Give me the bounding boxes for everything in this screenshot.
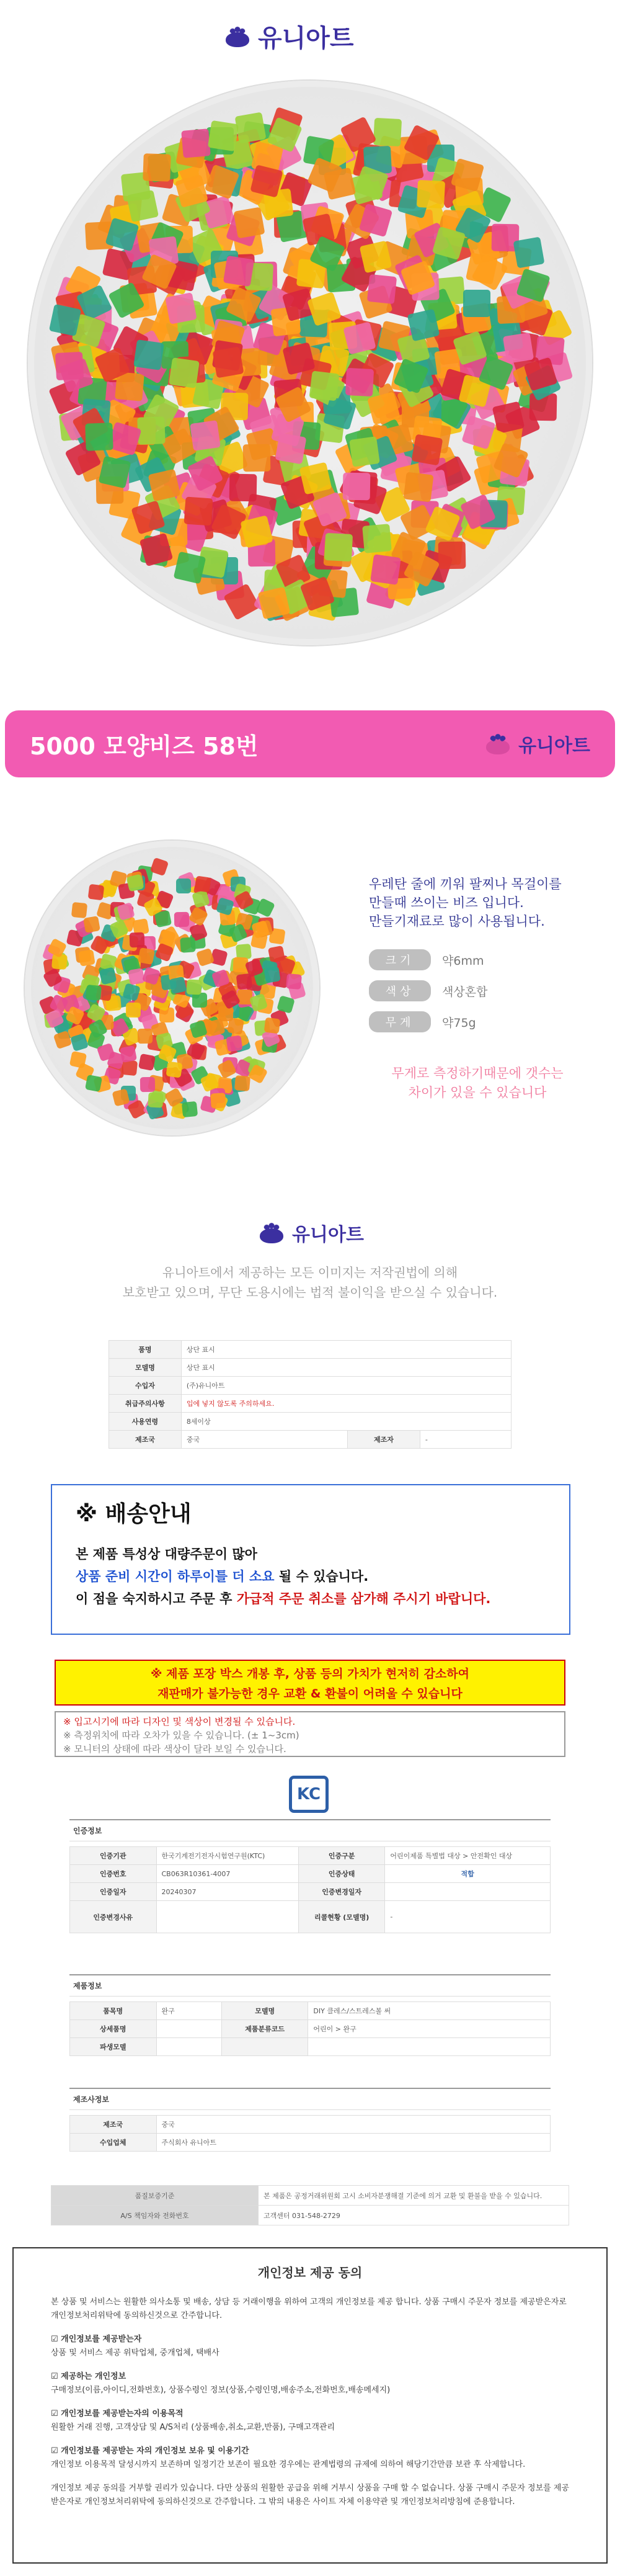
product-key: 제품분류코드 [221, 2020, 308, 2038]
bead-decoration [143, 153, 171, 182]
shipping-line-3 [76, 1588, 546, 1610]
copyright-notice [0, 1263, 620, 1302]
table-row [109, 1395, 512, 1413]
intro-line-1: 우레탄 줄에 끼워 팔찌나 목걸이를 [369, 877, 562, 892]
info-key: 수입자 [109, 1377, 182, 1395]
bead-decoration [184, 496, 213, 525]
product-photo-large [28, 81, 592, 645]
banner-logo-text: 유니아트 [518, 735, 590, 757]
product-value: 완구 [156, 2002, 221, 2020]
maker-section-title: 제조사정보 [69, 2088, 551, 2110]
privacy-section-title: ☑ 개인정보를 제공받는 자의 개인정보 보유 및 이용기간 [51, 2446, 249, 2456]
product-value: 어린이 > 완구 [308, 2020, 551, 2038]
bead-decoration [286, 973, 302, 990]
privacy-section-body: 상품 및 서비스 제공 위탁업체, 중개업체, 택배사 [51, 2348, 219, 2358]
bead-decoration [235, 112, 267, 144]
bead-decoration [349, 437, 380, 468]
table-row [109, 1431, 512, 1449]
spec-label: 색상 [369, 980, 431, 1001]
privacy-section [51, 2407, 569, 2435]
bead-decoration [373, 118, 402, 146]
info-key: 취급주의사항 [109, 1395, 182, 1413]
shipping-highlight-red: 가급적 주문 취소를 삼가해 주시기 바랍니다. [236, 1591, 491, 1606]
bead-decoration [180, 937, 196, 953]
cert-key: 인증상태 [298, 1865, 385, 1883]
spec-list [369, 949, 487, 1032]
bead-decoration [438, 541, 466, 569]
product-intro [369, 875, 562, 931]
info-value: 입에 넣지 않도록 주의하세요. [181, 1395, 511, 1413]
maker-key: 제조국 [70, 2116, 157, 2134]
shipping-title: ※ 배송안내 [76, 1501, 192, 1527]
privacy-section [51, 2333, 569, 2360]
bead-decoration [120, 1045, 137, 1063]
bead-decoration [49, 304, 81, 336]
spec-label: 무게 [369, 1011, 431, 1032]
intro-line-3: 만들기재료로 많이 사용됩니다. [369, 914, 545, 929]
bead-decoration [210, 1093, 226, 1109]
brand-name: 유니아트 [258, 24, 354, 53]
bead-decoration [148, 1093, 164, 1108]
bead-decoration [71, 902, 87, 918]
bead-decoration [309, 370, 339, 401]
brand-icon [223, 26, 252, 47]
bead-decoration [223, 256, 254, 287]
cert-value: - [385, 1901, 551, 1933]
warranty-key: 품질보증기준 [51, 2186, 259, 2206]
product-title: 5000 모양비즈 58번 [30, 732, 259, 760]
bead-decoration [187, 980, 202, 995]
bead-decoration [133, 339, 164, 370]
copyright-logo-icon [257, 1222, 286, 1243]
copyright-line-2: 보호받고 있으며, 무단 도용시에는 법적 불이익을 받으실 수 있습니다. [122, 1285, 498, 1300]
copyright-logo [257, 1219, 364, 1246]
table-row [70, 2020, 551, 2038]
cert-value: 어린이제품 특별법 대상 > 안전확인 대상 [385, 1847, 551, 1865]
bead-decoration [416, 180, 445, 208]
cert-key: 인증변경사유 [70, 1901, 157, 1933]
bead-decoration [208, 120, 239, 151]
spec-value: 약75g [442, 1016, 476, 1030]
privacy-section [51, 2370, 569, 2397]
table-row [109, 1413, 512, 1431]
bead-decoration [83, 916, 100, 933]
note-line: ※ 입고시기에 따라 디자인 및 색상이 변경될 수 있습니다. [63, 1716, 296, 1727]
bead-decoration [503, 333, 534, 364]
cert-key: 인증일자 [70, 1883, 157, 1901]
bead-decoration [367, 274, 397, 303]
cert-status: 적합 [385, 1865, 551, 1883]
bead-decoration [213, 346, 244, 378]
cert-key: 인증번호 [70, 1865, 157, 1883]
bead-decoration [181, 128, 211, 158]
warranty-table [51, 2185, 569, 2225]
bead-decoration [130, 932, 145, 947]
maker-value: 중국 [156, 2116, 551, 2134]
warranty-value: 본 제품은 공정거래위원회 고시 소비자분쟁해결 기준에 의거 교환 및 환불을 받을 수 있습니다. [259, 2186, 569, 2206]
spec-label: 크기 [369, 949, 431, 970]
info-value: 상단 표시 [181, 1341, 511, 1359]
product-value [156, 2038, 221, 2056]
product-value [156, 2020, 221, 2038]
table-row [70, 1865, 551, 1883]
bead-decoration [55, 352, 84, 380]
bead-decoration [195, 876, 211, 893]
product-key: 상세품명 [70, 2020, 157, 2038]
note-line: ※ 모니터의 상태에 따라 색상이 달라 보일 수 있습니다. [63, 1743, 286, 1755]
table-row [109, 1377, 512, 1395]
kc-mark-icon [289, 1776, 329, 1813]
bead-decoration [234, 1075, 250, 1091]
spec-size [369, 949, 487, 970]
cert-key: 인증구분 [298, 1847, 385, 1865]
note-line: ※ 측정위치에 따라 오차가 있을 수 있습니다. (± 1~3cm) [63, 1730, 299, 1741]
info-value: 중국 [181, 1431, 347, 1449]
cert-value: 한국기계전기전자시험연구원(KTC) [156, 1847, 298, 1865]
privacy-title: 개인정보 제공 동의 [257, 2265, 363, 2280]
info-key: 제조자 [348, 1431, 420, 1449]
bead-decoration [190, 420, 221, 451]
info-key: 제조국 [109, 1431, 182, 1449]
cert-title: 인증정보 [69, 1819, 551, 1841]
bead-decoration [150, 857, 169, 877]
bead-decoration [137, 416, 166, 445]
bead-decoration [264, 966, 281, 983]
bead-decoration [138, 1029, 153, 1044]
bead-decoration [138, 947, 155, 965]
bead-decoration [227, 1017, 244, 1035]
bead-decoration [174, 912, 189, 927]
bead-decoration [78, 949, 95, 966]
shipping-line-3-start: 이 점을 숙지하시고 주문 후 [76, 1591, 237, 1606]
bead-decoration [229, 474, 257, 502]
return-warning [55, 1660, 565, 1706]
bead-decoration [404, 472, 434, 502]
bead-decoration [362, 524, 392, 553]
weight-note [347, 1064, 608, 1102]
bead-decoration [370, 554, 401, 585]
privacy-section-title: ☑ 개인정보를 제공받는자의 이용목적 [51, 2409, 184, 2418]
info-value: 8세이상 [181, 1413, 511, 1431]
privacy-section-title: ☑ 개인정보를 제공받는자 [51, 2335, 142, 2344]
table-row [109, 1359, 512, 1377]
banner-logo [484, 730, 590, 758]
privacy-section-body: 개인정보 이용목적 달성시까지 보존하며 일정기간 보존이 필요한 경우에는 관계법령의 규제에 의하여 해당기간만큼 보관 후 삭제합니다. [51, 2460, 526, 2469]
cert-value: 20240307 [156, 1883, 298, 1901]
warranty-key: A/S 책임자와 전화번호 [51, 2206, 259, 2225]
product-notes [55, 1711, 565, 1757]
title-banner [5, 710, 615, 777]
bead-decoration [513, 237, 545, 269]
privacy-section-body: 구매정보(이름,아이디,전화번호), 상품수령인 정보(상품,수령인명,배송주소,전화번호,배송메세지) [51, 2386, 391, 2395]
info-value: 상단 표시 [181, 1359, 511, 1377]
bead-decoration [88, 883, 105, 900]
bead-decoration [85, 423, 113, 451]
product-section-title: 제품정보 [69, 1974, 551, 1997]
privacy-section-body: 원활한 거래 진행, 고객상담 및 A/S처리 (상품배송,취소,교환,반품), 구매고객관리 [51, 2423, 335, 2432]
weight-note-line-1: 무게로 측정하기때문에 갯수는 [391, 1066, 564, 1081]
cert-key: 인증기관 [70, 1847, 157, 1865]
privacy-consent [12, 2247, 608, 2564]
bead-decoration [192, 993, 207, 1008]
product-key: 모델명 [221, 2002, 308, 2020]
warranty-value: 고객센터 031-548-2729 [259, 2206, 569, 2225]
bead-decoration [128, 968, 145, 985]
spec-value: 색상혼합 [442, 985, 488, 999]
spec-value: 약6mm [442, 954, 484, 968]
bead-decoration [140, 1076, 155, 1091]
spec-color [369, 980, 487, 1001]
privacy-outro: 개인정보 제공 동의를 거부할 권리가 있습니다. 다만 상품의 원활한 공급을 위해 거부시 상품을 구매 할 수 없습니다. 상품 구매시 주문자 정보를 제공받은자로 개인정보처리위탁에 동의하신것으로 간주합니다. 그 밖의 내용은 사이트 자체 이용약관 및 개인정보처리방침에 준용합니다. [51, 2484, 569, 2507]
shipping-line-2-rest: 될 수 있습니다. [274, 1569, 369, 1584]
product-key: 품목명 [70, 2002, 157, 2020]
table-row [109, 1341, 512, 1359]
shipping-notice [51, 1484, 570, 1635]
bead-decoration [196, 948, 215, 967]
bead-decoration [126, 1003, 141, 1017]
kc-mark-text: KC [296, 1785, 321, 1804]
maker-value: 주식회사 유니아트 [156, 2134, 551, 2152]
product-photo-small [25, 841, 319, 1135]
bead-decoration [345, 368, 374, 396]
bead-decoration [412, 434, 443, 466]
bead-decoration [126, 190, 158, 222]
copyright-logo-text: 유니아트 [292, 1224, 364, 1246]
product-section [69, 1974, 551, 2056]
product-value: DIY 클레스/스트레스볼 써 [308, 2002, 551, 2020]
maker-key: 수입업체 [70, 2134, 157, 2152]
bead-decoration [166, 1062, 182, 1078]
bead-decoration [492, 401, 525, 434]
bead-decoration [343, 473, 371, 501]
table-row [70, 1883, 551, 1901]
warning-line-1: ※ 제품 포장 박스 개봉 후, 상품 등의 가치가 현저히 감소하여 [151, 1667, 469, 1681]
cert-key: 인증변경일자 [298, 1883, 385, 1901]
bead-decoration [165, 293, 197, 325]
spec-weight [369, 1011, 487, 1032]
info-value: - [420, 1431, 511, 1449]
shipping-line-2 [76, 1565, 546, 1588]
table-row [70, 2038, 551, 2056]
banner-logo-icon [484, 733, 512, 754]
bead-decoration [69, 1050, 87, 1068]
bead-decoration [176, 879, 191, 893]
brand-logo [223, 19, 354, 54]
table-row [51, 2206, 569, 2225]
maker-section [69, 2088, 551, 2152]
bead-decoration [226, 1035, 243, 1052]
warning-line-2: 재판매가 불가능한 경우 교환 & 환불이 어려울 수 있습니다 [157, 1687, 463, 1701]
privacy-section-title: ☑ 제공하는 개인정보 [51, 2372, 126, 2381]
table-row [70, 2134, 551, 2152]
table-row [70, 2002, 551, 2020]
bead-decoration [324, 533, 353, 561]
info-key: 품명 [109, 1341, 182, 1359]
table-row [70, 2116, 551, 2134]
cert-value [156, 1901, 298, 1933]
bead-decoration [86, 985, 102, 1001]
cert-value: CB063R10361-4007 [156, 1865, 298, 1883]
table-row [70, 1901, 551, 1933]
privacy-intro: 본 상품 및 서비스는 원활한 의사소통 및 배송, 상담 등 거래이행을 위하여 고객의 개인정보를 제공 합니다. 상품 구매시 주문자 정보를 제공받은자로 개인정보처리위탁에 동의하신것으로 간주합니다. [51, 2297, 567, 2320]
shipping-line-1: 본 제품 특성상 대량주문이 많아 [76, 1547, 257, 1562]
cert-section [69, 1819, 551, 1933]
bead-decoration [275, 432, 307, 464]
product-key: 파생모델 [70, 2038, 157, 2056]
privacy-section [51, 2444, 569, 2472]
bead-decoration [138, 1053, 156, 1071]
bead-decoration [233, 207, 265, 239]
bead-decoration [169, 358, 200, 389]
cert-value [385, 1883, 551, 1901]
info-key: 모델명 [109, 1359, 182, 1377]
cert-key: 리콜현황 (모델명) [298, 1901, 385, 1933]
bead-decoration [85, 1075, 102, 1092]
product-key [221, 2038, 308, 2056]
bead-decoration [463, 290, 490, 317]
copyright-line-1: 유니아트에서 제공하는 모든 이미지는 저작권법에 의해 [162, 1265, 458, 1280]
product-info-table [108, 1340, 512, 1449]
table-row [70, 1847, 551, 1865]
weight-note-line-2: 차이가 있을 수 있습니다 [408, 1085, 547, 1100]
intro-line-2: 만들때 쓰이는 비즈 입니다. [369, 895, 524, 910]
info-value: (주)유니아트 [181, 1377, 511, 1395]
shipping-highlight-blue: 상품 준비 시간이 하루이틀 더 소요 [76, 1569, 275, 1584]
bead-decoration [264, 1017, 281, 1034]
info-key: 사용연령 [109, 1413, 182, 1431]
product-value [308, 2038, 551, 2056]
table-row [51, 2186, 569, 2206]
bead-decoration [181, 1101, 197, 1117]
